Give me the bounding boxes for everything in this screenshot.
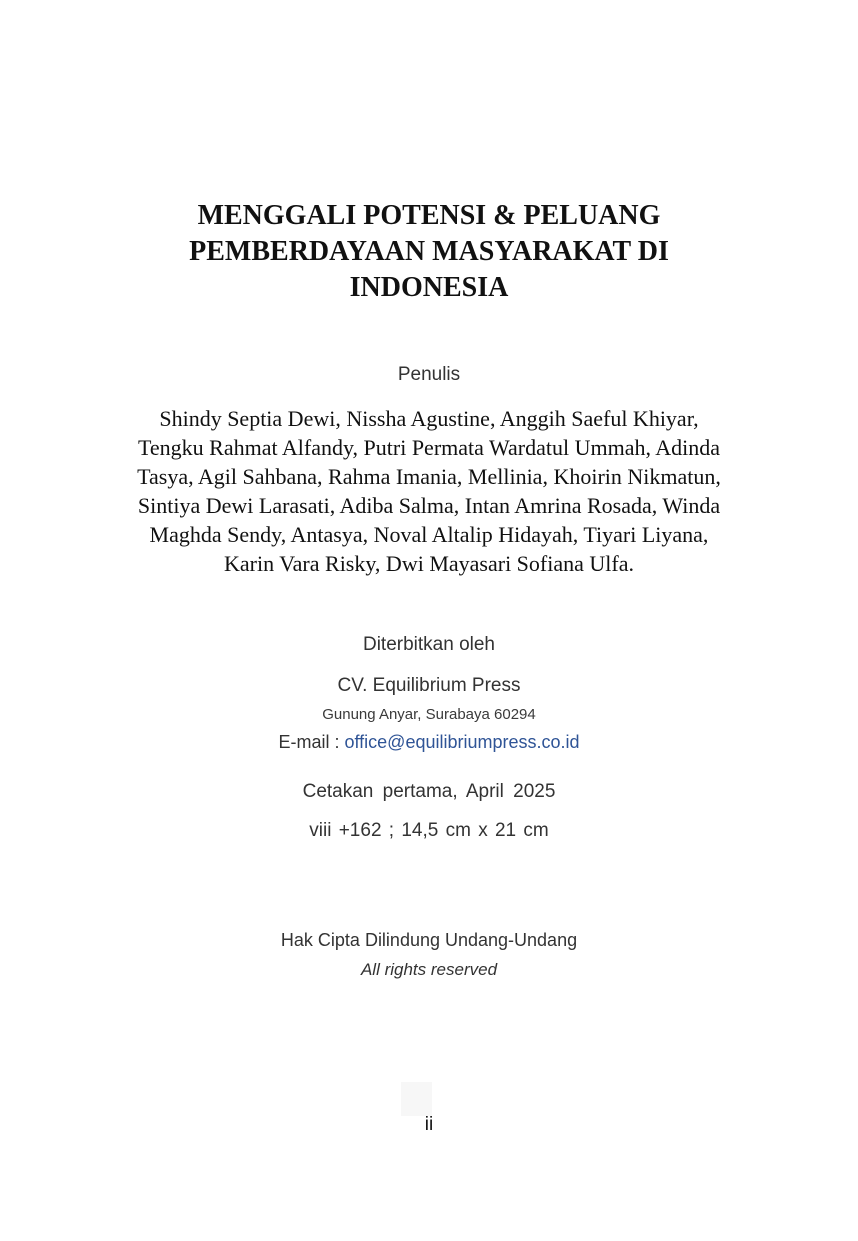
authors-line: Sintiya Dewi Larasati, Adiba Salma, Intan Amrina Rosada, Winda [137,493,721,518]
authors-line: Karin Vara Risky, Dwi Mayasari Sofiana Ulfa. [224,551,634,576]
authors-line: Tasya, Agil Sahbana, Rahma Imania, Mellinia, Khoirin Nikmatun, [137,464,721,489]
page-number: ii [424,1114,434,1135]
rights-reserved: All rights reserved [360,960,498,979]
email-label: E-mail : [278,732,345,752]
edition-printing: Cetakan pertama, April 2025 [302,781,556,802]
email-link[interactable]: office@equilibriumpress.co.id [344,732,580,752]
title-line: MENGGALI POTENSI & PELUANG [197,200,661,231]
authors-line: Tengku Rahmat Alfandy, Putri Permata Wardatul Ummah, Adinda [137,435,721,460]
authors-line: Shindy Septia Dewi, Nissha Agustine, Anggih Saeful Khiyar, [159,406,699,431]
page-number-background [401,1082,432,1116]
publisher-email [0,732,858,753]
copyright-notice: Hak Cipta Dilindung Undang-Undang [280,930,578,950]
publisher-name: CV. Equilibrium Press [337,675,521,696]
publisher-address: Gunung Anyar, Surabaya 60294 [322,706,536,723]
publisher-label: Diterbitkan oleh [362,634,496,655]
book-dimensions: viii +162 ; 14,5 cm x 21 cm [309,820,549,841]
authors-label: Penulis [397,364,461,385]
authors-list [0,404,858,578]
title-line: PEMBERDAYAAN MASYARAKAT DI [189,236,669,267]
authors-line: Maghda Sendy, Antasya, Noval Altalip Hidayah, Tiyari Liyana, [149,522,709,547]
title-line: INDONESIA [349,272,509,303]
book-title [0,198,858,306]
